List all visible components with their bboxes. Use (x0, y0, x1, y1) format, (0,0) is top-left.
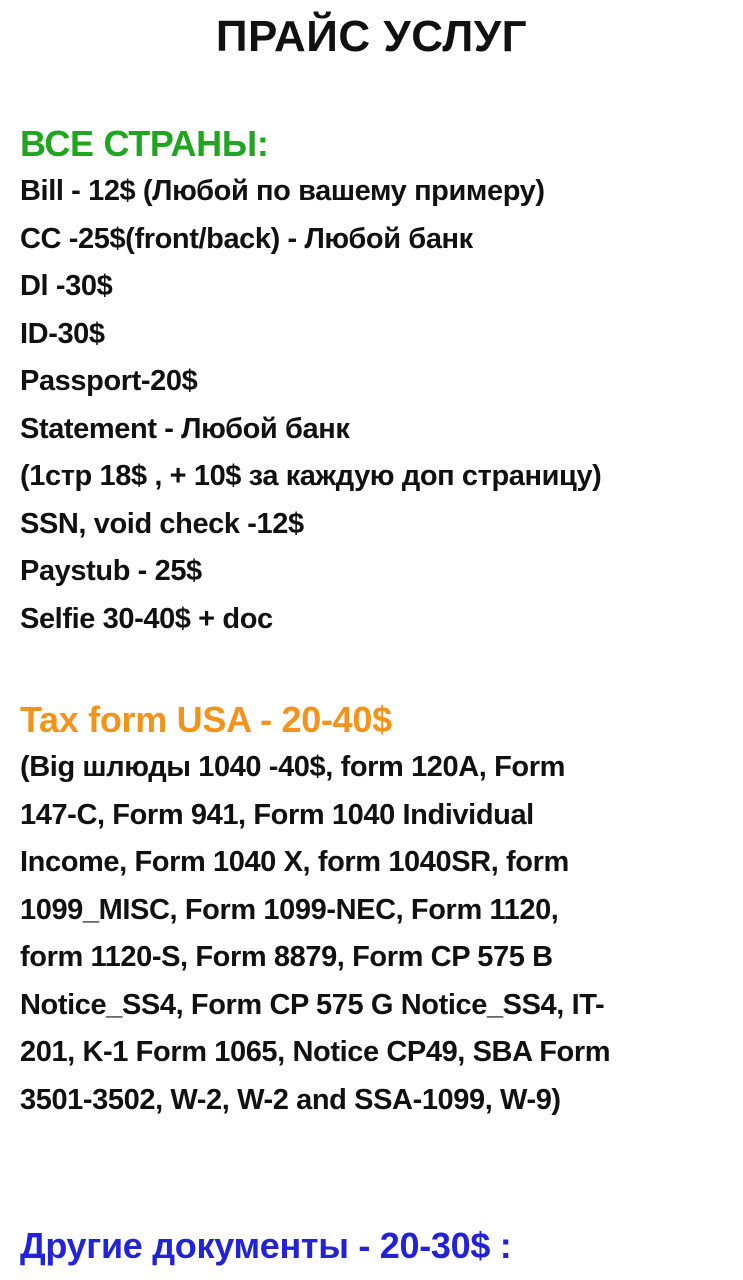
list-item: Dl -30$ (20, 270, 113, 302)
list-item: Bill - 12$ (Любой по вашему примеру) (20, 175, 545, 207)
tax-form-line: 3501-3502, W-2, W-2 and SSA-1099, W-9) (20, 1083, 561, 1116)
list-item: Selfie 30-40$ + doc (20, 602, 273, 635)
list-item: SSN, void check -12$ (20, 507, 304, 540)
list-item: ID-30$ (20, 317, 105, 350)
tax-form-line: Notice_SS4, Form CP 575 G Notice_SS4, IT- (20, 988, 605, 1021)
all-countries-heading: ВСЕ СТРАНЫ: (20, 123, 269, 164)
list-item: Statement - Любой банк (20, 412, 350, 445)
tax-form-line: 147-C, Form 941, Form 1040 Individual (20, 798, 534, 831)
list-item: CC -25$(front/back) - Любой банк (20, 222, 473, 255)
all-countries-list (20, 168, 731, 643)
page-title: ПРАЙС УСЛУГ (215, 12, 528, 61)
tax-form-line: Income, Form 1040 X, form 1040SR, form (20, 846, 569, 878)
other-docs-section (20, 1222, 731, 1270)
other-docs-heading: Другие документы - 20-30$ : (20, 1225, 512, 1266)
tax-form-section (20, 696, 731, 1124)
list-item: (1стр 18$ , + 10$ за каждую доп страницу) (20, 460, 602, 492)
list-item: Passport-20$ (20, 365, 198, 397)
tax-form-line: (Big шлюды 1040 -40$, form 120A, Form (20, 751, 566, 783)
tax-form-details (20, 744, 731, 1124)
all-countries-section (20, 120, 731, 643)
tax-form-heading: Tax form USA - 20-40$ (20, 699, 392, 740)
tax-form-line: form 1120-S, Form 8879, Form CP 575 B (20, 941, 553, 973)
list-item: Paystub - 25$ (20, 555, 202, 587)
tax-form-line: 1099_MISC, Form 1099-NEC, Form 1120, (20, 893, 559, 926)
tax-form-line: 201, K-1 Form 1065, Notice CP49, SBA Form (20, 1036, 611, 1068)
